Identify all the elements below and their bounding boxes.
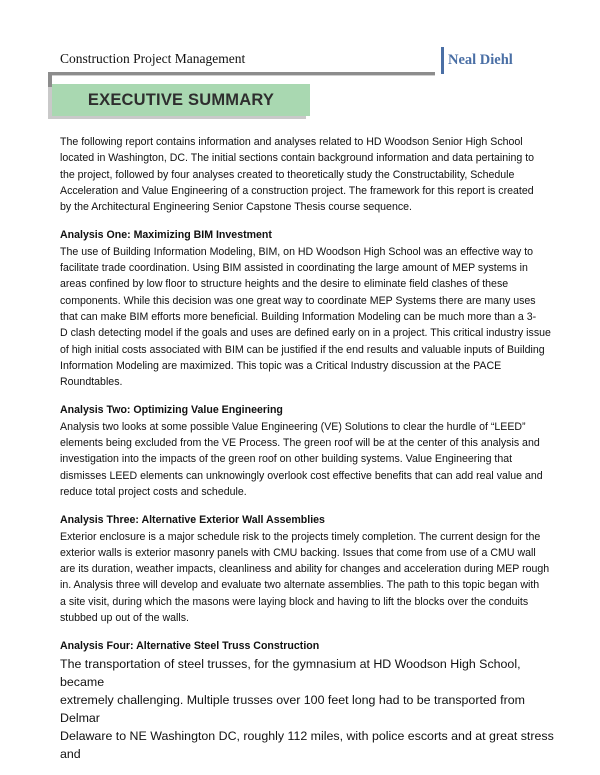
body-line: facilitate trade coordination. Using BIM assisted in coordinating the large amount of MEP systems in bbox=[60, 262, 528, 275]
body-line: reduce total project costs and schedule. bbox=[60, 485, 247, 498]
body-line: a site visit, during which the masons were laying block and having to lift the blocks over the conduits bbox=[60, 595, 529, 608]
document-body bbox=[60, 134, 560, 775]
intro-line: the project, followed by four analyses created to theoretically study the Constructability, Schedule bbox=[60, 168, 515, 181]
analysis-two-heading: Analysis Two: Optimizing Value Engineering bbox=[60, 404, 283, 417]
body-line: Information Modeling are maximized. This topic was a Critical Industry discussion at the PACE bbox=[60, 359, 502, 372]
analysis-two-section bbox=[60, 402, 560, 500]
body-line: elements being excluded from the VE Process. The green roof will be at the center of this analysis and bbox=[60, 437, 540, 450]
intro-paragraph bbox=[60, 134, 560, 215]
header-rule-shadow bbox=[48, 75, 435, 76]
body-line: Analysis two looks at some possible Value Engineering (VE) Solutions to clear the hurdle of “LEED” bbox=[60, 420, 526, 433]
analysis-one-section bbox=[60, 227, 560, 390]
header-author-name: Neal Diehl bbox=[441, 47, 513, 74]
executive-summary-title: EXECUTIVE SUMMARY bbox=[87, 90, 275, 109]
body-line: exterior walls is exterior masonry panels with CMU backing. Issues that come from use of a CMU wall bbox=[60, 546, 536, 559]
analysis-four-section bbox=[60, 638, 560, 762]
body-line: extremely challenging. Multiple trusses over 100 feet long had to be transported from Delmar bbox=[60, 692, 525, 725]
body-line: stubbed up out of the walls. bbox=[60, 612, 189, 625]
body-line: investigation into the impacts of the green roof on other building systems. Value Engineering that bbox=[60, 453, 513, 466]
analysis-four-heading: Analysis Four: Alternative Steel Truss Construction bbox=[60, 640, 320, 653]
analysis-one-heading: Analysis One: Maximizing BIM Investment bbox=[60, 229, 272, 242]
header-project-title: Construction Project Management bbox=[60, 51, 246, 66]
body-line: The use of Building Information Modeling, BIM, on HD Woodson High School was an effective way to bbox=[60, 245, 534, 258]
intro-line: The following report contains information and analyses related to HD Woodson Senior High School bbox=[60, 136, 523, 148]
body-line: The transportation of steel trusses, for the gymnasium at HD Woodson High School, became bbox=[60, 656, 521, 689]
intro-line: located in Washington, DC. The initial sections contain background information and data pertaining to bbox=[60, 152, 535, 165]
body-line: Delaware to NE Washington DC, roughly 112 miles, with police escorts and at great stress and bbox=[60, 728, 554, 761]
body-line: components. While this decision was one great way to coordinate MEP Systems there are many uses bbox=[60, 294, 536, 307]
body-line: Exterior enclosure is a major schedule risk to the projects timely completion. The current design for the bbox=[60, 530, 541, 543]
body-line: that can make BIM efforts more beneficial. Building Information Modeling can be much more than a 3- bbox=[60, 310, 537, 323]
executive-summary-banner bbox=[52, 84, 310, 116]
body-line: dismisses LEED elements can unknowingly overlook cost effective benefits that can add real value and bbox=[60, 469, 543, 482]
body-line: areas confined by low floor to structure heights and the desire to eliminate field clashes of these bbox=[60, 278, 509, 291]
body-line: are its duration, weather impacts, cleanliness and ability for changes and acceleration during MEP rough bbox=[60, 563, 550, 576]
body-line: in. Analysis three will develop and evaluate two alternate assemblies. The path to this topic began with bbox=[60, 579, 540, 592]
body-line: of high initial costs associated with BIM can be justified if the end results and valuable inputs of Building bbox=[60, 343, 545, 356]
intro-line: by the Architectural Engineering Senior Capstone Thesis course sequence. bbox=[60, 201, 412, 214]
body-line: D clash detecting model if the goals and uses are defined early on in a project. This critical industry issue bbox=[60, 327, 551, 340]
body-line: Roundtables. bbox=[60, 376, 123, 389]
analysis-three-heading: Analysis Three: Alternative Exterior Wall Assemblies bbox=[60, 514, 325, 527]
intro-line: Acceleration and Value Engineering of a construction project. The framework for this report is created bbox=[60, 184, 534, 197]
analysis-three-section bbox=[60, 512, 560, 626]
